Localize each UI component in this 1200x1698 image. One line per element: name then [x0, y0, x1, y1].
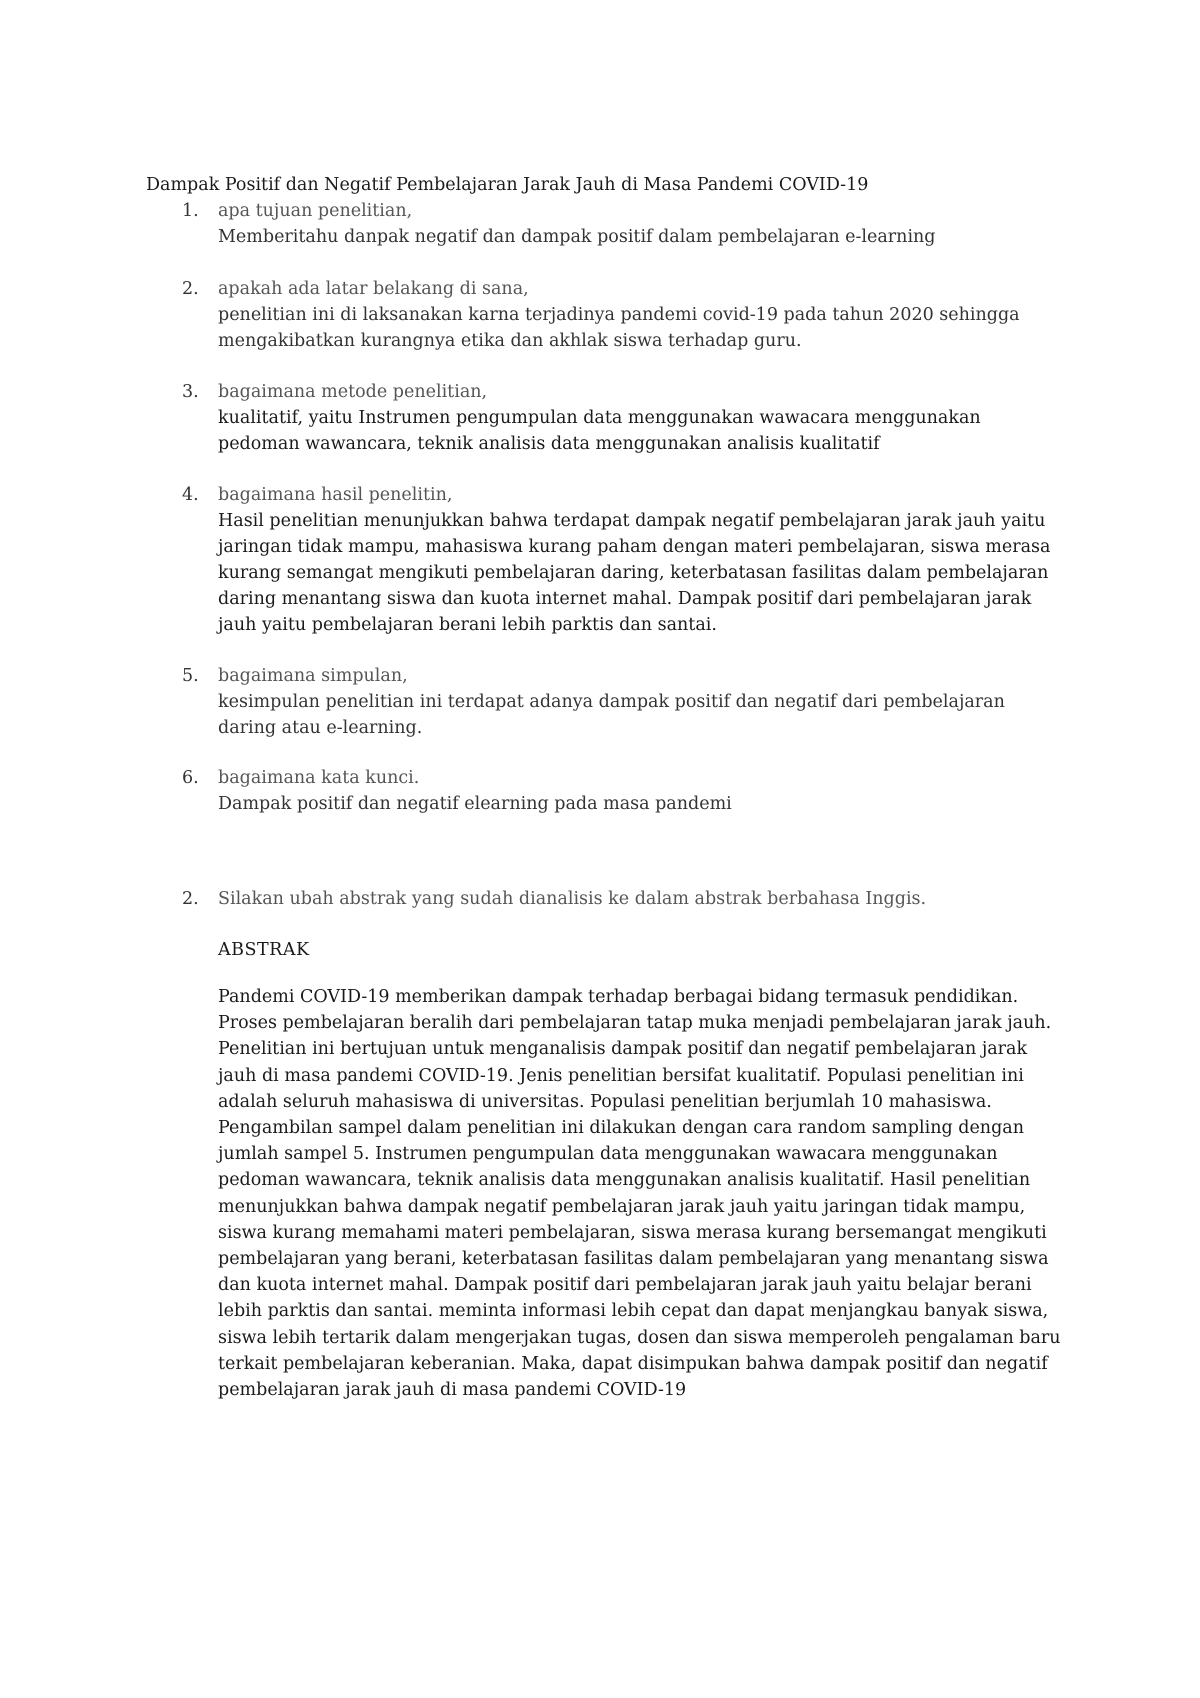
abstract-line: pembelajaran yang berani, keterbatasan fasilitas dalam pembelajaran yang menantang siswa: [218, 1249, 1049, 1270]
question-text: bagaimana hasil penelitin,: [218, 485, 453, 505]
list-item: [146, 765, 1138, 817]
question-text: apa tujuan penelitian,: [218, 201, 413, 221]
list-number: 1.: [182, 201, 199, 221]
task-text: Silakan ubah abstrak yang sudah dianalisis ke dalam abstrak berbahasa Inggis.: [218, 889, 927, 909]
answer-text: mengakibatkan kurangnya etika dan akhlak siswa terhadap guru.: [218, 331, 802, 351]
abstract-line: pembelajaran jarak jauh di masa pandemi COVID-19: [218, 1380, 687, 1401]
abstract-line: terkait pembelajaran keberanian. Maka, dapat disimpukan bahwa dampak positif dan negatif: [218, 1353, 1048, 1374]
answer-text: kualitatif, yaitu Instrumen pengumpulan data menggunakan wawacara menggunakan: [218, 408, 981, 428]
abstract-heading: ABSTRAK: [218, 940, 310, 960]
question-text: bagaimana kata kunci.: [218, 768, 420, 788]
abstract-line: Pandemi COVID-19 memberikan dampak terhadap berbagai bidang termasuk pendidikan.: [218, 987, 1019, 1007]
list-number: 3.: [182, 382, 199, 402]
question-text: apakah ada latar belakang di sana,: [218, 279, 529, 299]
abstract-line: jauh di masa pandemi COVID-19. Jenis penelitian bersifat kualitatif. Populasi penelitian ini: [218, 1065, 1024, 1086]
abstract-body: [218, 984, 1064, 1403]
abstract-line: dan kuota internet mahal. Dampak positif dari pembelajaran jarak jauh yaitu belajar berani: [218, 1275, 1032, 1296]
list-number: 6.: [182, 768, 199, 788]
list-item: [146, 379, 1138, 457]
answer-text: daring atau e-learning.: [218, 718, 423, 738]
list-item: [146, 276, 1138, 354]
list-number: 5.: [182, 666, 199, 686]
answer-text: jaringan tidak mampu, mahasiswa kurang paham dengan materi pembelajaran, siswa merasa: [218, 537, 1051, 557]
list-number: 2.: [182, 279, 199, 299]
abstract-line: menunjukkan bahwa dampak negatif pembelajaran jarak jauh yaitu jaringan tidak mampu,: [218, 1196, 1026, 1217]
answer-text: Memberitahu danpak negatif dan dampak positif dalam pembelajaran e-learning: [218, 227, 936, 247]
abstract-line: adalah seluruh mahasiswa di universitas. Populasi penelitian berjumlah 10 mahasiswa.: [218, 1091, 992, 1112]
task-instruction: [146, 886, 1066, 912]
task-number: 2.: [182, 889, 199, 909]
list-item: [146, 663, 1138, 741]
abstract-line: jumlah sampel 5. Instrumen pengumpulan data menggunakan wawacara menggunakan: [218, 1144, 998, 1165]
answer-text: jauh yaitu pembelajaran berani lebih parktis dan santai.: [218, 615, 717, 635]
document-title: Dampak Positif dan Negatif Pembelajaran Jarak Jauh di Masa Pandemi COVID-19: [146, 175, 869, 195]
question-text: bagaimana simpulan,: [218, 666, 408, 686]
abstract-line: Pengambilan sampel dalam penelitian ini dilakukan dengan cara random sampling dengan: [218, 1118, 1024, 1139]
answer-text: daring menantang siswa dan kuota internet mahal. Dampak positif dari pembelajaran jarak: [218, 589, 1032, 609]
abstract-line: siswa lebih tertarik dalam mengerjakan tugas, dosen dan siswa memperoleh pengalaman baru: [218, 1327, 1061, 1348]
answer-text: penelitian ini di laksanakan karna terjadinya pandemi covid-19 pada tahun 2020 sehingga: [218, 305, 1020, 325]
list-item: [146, 482, 1138, 638]
question-text: bagaimana metode penelitian,: [218, 382, 488, 402]
answer-text: kurang semangat mengikuti pembelajaran daring, keterbatasan fasilitas dalam pembelajaran: [218, 563, 1049, 583]
abstract-line: pedoman wawancara, teknik analisis data menggunakan analisis kualitatif. Hasil penelitian: [218, 1170, 1031, 1191]
abstract-line: lebih parktis dan santai. meminta informasi lebih cepat dan dapat menjangkau banyak siswa,: [218, 1301, 1049, 1322]
answer-text: Hasil penelitian menunjukkan bahwa terdapat dampak negatif pembelajaran jarak jauh yaitu: [218, 511, 1046, 531]
abstract-line: Proses pembelajaran beralih dari pembelajaran tatap muka menjadi pembelajaran jarak jauh.: [218, 1013, 1052, 1034]
abstract-line: Penelitian ini bertujuan untuk menganalisis dampak positif dan negatif pembelajaran jarak: [218, 1039, 1028, 1060]
answer-text: pedoman wawancara, teknik analisis data menggunakan analisis kualitatif: [218, 434, 880, 454]
answer-text: Dampak positif dan negatif elearning pada masa pandemi: [218, 794, 732, 814]
list-number: 4.: [182, 485, 199, 505]
list-item: [146, 198, 1138, 250]
answer-text: kesimpulan penelitian ini terdapat adanya dampak positif dan negatif dari pembelajaran: [218, 692, 1005, 712]
abstract-line: siswa kurang memahami materi pembelajaran, siswa merasa kurang bersemangat mengikuti: [218, 1222, 1047, 1243]
